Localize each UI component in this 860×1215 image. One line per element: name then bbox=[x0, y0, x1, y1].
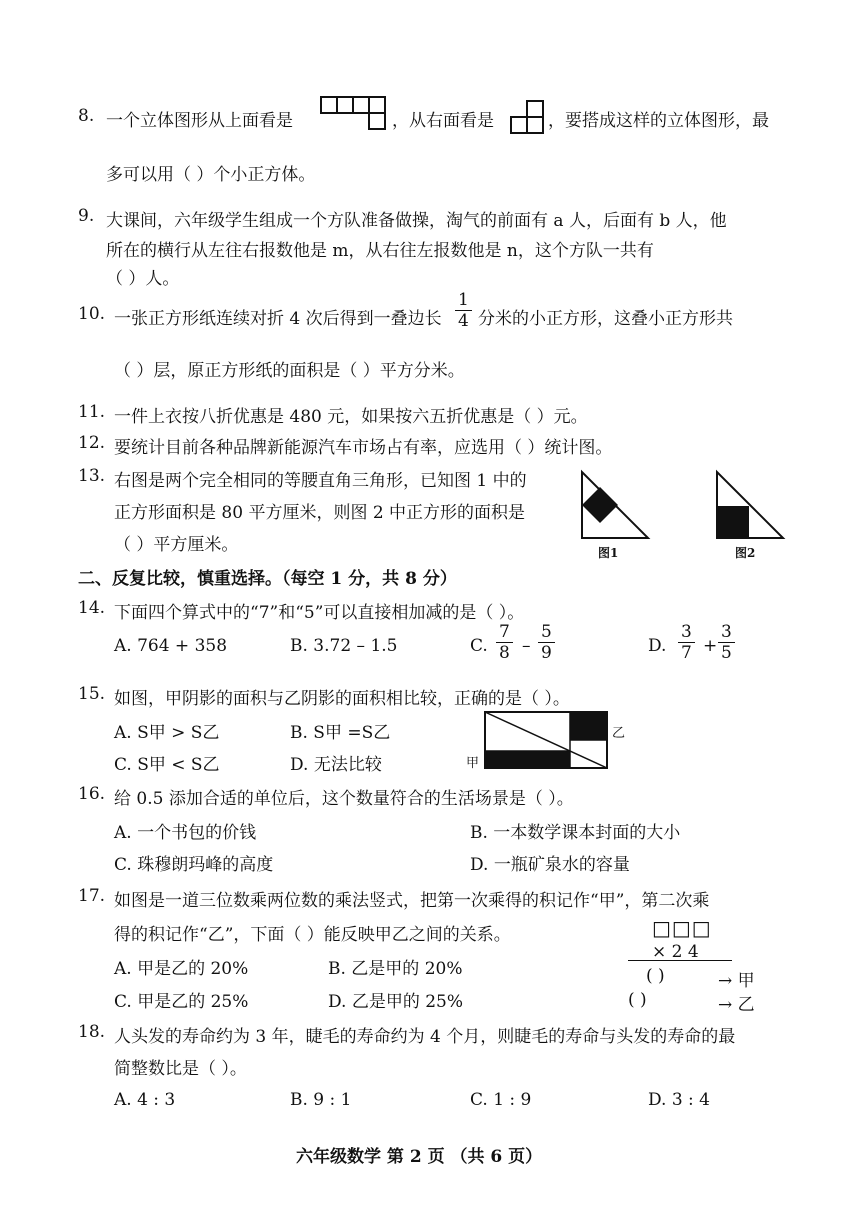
option-c-numerator-2: 5 bbox=[538, 622, 555, 643]
figure-1-caption: 图1 bbox=[598, 546, 619, 560]
question-14-option-b: B. 3.72 – 1.5 bbox=[290, 636, 398, 656]
question-14-option-d-label: D. bbox=[648, 636, 667, 656]
question-15-option-b: B. S甲 =S乙 bbox=[290, 723, 391, 743]
question-8-text-1: 一个立体图形从上面看是 bbox=[106, 111, 293, 131]
question-16-option-b: B. 一本数学课本封面的大小 bbox=[470, 823, 681, 843]
question-8-number: 8. bbox=[78, 106, 95, 126]
shaded-rectangle-figure bbox=[484, 711, 608, 769]
calc-boxes: □□□ bbox=[652, 916, 712, 940]
question-15-text: 如图，甲阴影的面积与乙阴影的面积相比较，正确的是（ ）。 bbox=[114, 689, 570, 709]
question-17-option-c: C. 甲是乙的 25% bbox=[114, 992, 249, 1012]
option-c-denominator-1: 8 bbox=[499, 643, 510, 663]
question-15-option-c: C. S甲 < S乙 bbox=[114, 755, 220, 775]
option-c-operator: – bbox=[522, 636, 531, 656]
question-17-line-1: 如图是一道三位数乘两位数的乘法竖式，把第一次乘得的积记作“甲”，第二次乘 bbox=[114, 891, 710, 911]
section-2-title: 二、反复比较，慎重选择。（每空 1 分，共 8 分） bbox=[78, 569, 457, 589]
question-13-line-3: （ ）平方厘米。 bbox=[114, 535, 239, 555]
option-d-denominator-1: 7 bbox=[681, 643, 692, 663]
question-11-text: 一件上衣按八折优惠是 480 元，如果按六五折优惠是（ ）元。 bbox=[114, 407, 588, 427]
figure-2-caption: 图2 bbox=[735, 546, 756, 560]
question-14-option-a: A. 764 + 358 bbox=[114, 636, 228, 656]
question-9-line-1: 大课间，六年级学生组成一个方队准备做操，淘气的前面有 a 人，后面有 b 人，他 bbox=[106, 211, 727, 231]
question-15-option-d: D. 无法比较 bbox=[290, 755, 382, 775]
question-11-number: 11. bbox=[78, 402, 106, 422]
question-16-option-d: D. 一瓶矿泉水的容量 bbox=[470, 855, 630, 875]
right-view-figure bbox=[510, 100, 546, 136]
question-16-option-c: C. 珠穆朗玛峰的高度 bbox=[114, 855, 274, 875]
option-c-fraction-2 bbox=[538, 622, 555, 663]
question-9-number: 9. bbox=[78, 206, 95, 226]
fraction-numerator: 1 bbox=[455, 290, 472, 311]
question-17-option-b: B. 乙是甲的 20% bbox=[328, 959, 463, 979]
question-15-option-a: A. S甲 > S乙 bbox=[114, 723, 220, 743]
question-14-option-c-label: C. bbox=[470, 636, 488, 656]
question-15-number: 15. bbox=[78, 684, 106, 704]
question-8-text-4: 多可以用（ ）个小正方体。 bbox=[106, 165, 316, 185]
option-d-numerator-1: 3 bbox=[678, 622, 695, 643]
question-18-line-1: 人头发的寿命约为 3 年，睫毛的寿命约为 4 个月，则睫毛的寿命与头发的寿命的最 bbox=[114, 1027, 736, 1047]
question-9-line-2: 所在的横行从左往右报数他是 m，从右往左报数他是 n，这个方队一共有 bbox=[106, 241, 654, 261]
option-c-fraction-1 bbox=[496, 622, 513, 663]
calc-rule bbox=[628, 960, 732, 961]
calc-multiplier: × 2 4 bbox=[652, 942, 699, 962]
option-d-numerator-2: 3 bbox=[718, 622, 735, 643]
option-d-denominator-2: 5 bbox=[721, 643, 732, 663]
question-10-text-2: 分米的小正方形，这叠小正方形共 bbox=[478, 309, 733, 329]
question-17-option-a: A. 甲是乙的 20% bbox=[114, 959, 249, 979]
question-17-line-2: 得的积记作“乙”，下面（ ）能反映甲乙之间的关系。 bbox=[114, 925, 511, 945]
question-14-number: 14. bbox=[78, 598, 106, 618]
option-d-operator: + bbox=[703, 636, 718, 656]
question-10-text-1: 一张正方形纸连续对折 4 次后得到一叠边长 bbox=[114, 309, 442, 329]
question-14-text: 下面四个算式中的“7”和“5”可以直接相加减的是（ ）。 bbox=[114, 603, 525, 623]
calc-row-1: ( ) bbox=[646, 966, 665, 986]
calc-row-2-label: → 乙 bbox=[718, 995, 755, 1015]
figure-1-triangle bbox=[580, 470, 652, 542]
question-12-number: 12. bbox=[78, 433, 106, 453]
question-13-line-1: 右图是两个完全相同的等腰直角三角形，已知图 1 中的 bbox=[114, 471, 527, 491]
calc-row-1-label: → 甲 bbox=[718, 971, 755, 991]
question-17-number: 17. bbox=[78, 886, 106, 906]
question-12-text: 要统计目前各种品牌新能源汽车市场占有率，应选用（ ）统计图。 bbox=[114, 438, 613, 458]
question-10-number: 10. bbox=[78, 304, 106, 324]
question-8-text-2: ，从右面看是 bbox=[392, 111, 494, 131]
figure-2-triangle bbox=[715, 470, 787, 542]
question-18-number: 18. bbox=[78, 1022, 106, 1042]
option-c-numerator-1: 7 bbox=[496, 622, 513, 643]
label-jia: 甲 bbox=[466, 756, 480, 771]
question-10-text-3: （ ）层，原正方形纸的面积是（ ）平方分米。 bbox=[114, 361, 465, 381]
question-9-line-3: （ ）人。 bbox=[106, 269, 180, 289]
fraction-one-quarter bbox=[455, 290, 472, 331]
option-c-denominator-2: 9 bbox=[541, 643, 552, 663]
question-18-option-d: D. 3 : 4 bbox=[648, 1090, 710, 1110]
page-footer: 六年级数学 第 2 页 （共 6 页） bbox=[296, 1147, 543, 1167]
question-16-number: 16. bbox=[78, 784, 106, 804]
question-16-text: 给 0.5 添加合适的单位后，这个数量符合的生活场景是（ ）。 bbox=[114, 789, 574, 809]
label-yi: 乙 bbox=[612, 726, 626, 741]
question-17-option-d: D. 乙是甲的 25% bbox=[328, 992, 464, 1012]
question-13-line-2: 正方形面积是 80 平方厘米，则图 2 中正方形的面积是 bbox=[114, 503, 526, 523]
fraction-denominator: 4 bbox=[458, 311, 469, 331]
question-8-text-3: ，要搭成这样的立体图形，最 bbox=[548, 111, 769, 131]
calc-row-2: ( ) bbox=[628, 990, 647, 1010]
top-view-figure bbox=[320, 96, 390, 132]
question-18-option-a: A. 4 : 3 bbox=[114, 1090, 176, 1110]
question-13-number: 13. bbox=[78, 466, 106, 486]
question-18-line-2: 简整数比是（ ）。 bbox=[114, 1059, 247, 1079]
question-18-option-c: C. 1 : 9 bbox=[470, 1090, 532, 1110]
question-18-option-b: B. 9 : 1 bbox=[290, 1090, 352, 1110]
question-16-option-a: A. 一个书包的价钱 bbox=[114, 823, 257, 843]
option-d-fraction-2 bbox=[718, 622, 735, 663]
option-d-fraction-1 bbox=[678, 622, 695, 663]
